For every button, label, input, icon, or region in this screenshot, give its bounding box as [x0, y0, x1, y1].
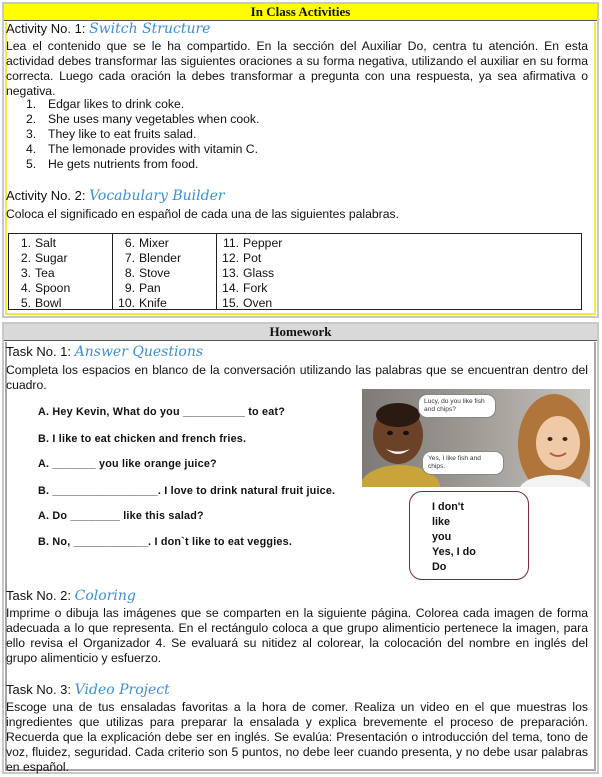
word-bank-item: I don't — [432, 501, 464, 513]
vocab-item: 15. Oven — [222, 296, 273, 310]
vocab-item: 12. Pot — [222, 251, 262, 265]
task3-title: Video Project — [74, 682, 170, 698]
dialogue-line: B. _________________. I love to drink natural fruit juice. — [38, 485, 336, 497]
activity2-label: Activity No. 2: — [6, 188, 90, 203]
vocabulary-column-1 — [9, 234, 113, 309]
vocab-item: 4. Spoon — [20, 281, 71, 295]
vocab-item: 13. Glass — [222, 266, 275, 280]
girl-speech-bubble: Lucy, do you like fish and chips? — [418, 394, 496, 418]
task2-label: Task No. 2: — [6, 588, 75, 603]
vocabulary-table — [8, 233, 582, 310]
activity1-sentence-list — [26, 97, 259, 172]
list-item: 2. She uses many vegetables when cook. — [26, 112, 260, 126]
task3-heading — [6, 682, 170, 698]
vocab-item: 11. Pepper — [222, 236, 283, 250]
word-bank-item: Do — [432, 561, 447, 573]
vocab-item: 6. Mixer — [124, 236, 169, 250]
activity1-instructions: Lea el contenido que se le ha compartido. En la sección del Auxiliar Do, centra tu atención. En esta actividad debes transformar las siguientes oraciones a su forma negativa, utilizando el auxiliar en su forma correcta. Luego cada oración la debes transformar a pregunta con una respuesta, ya sea afirmativa o negativa. — [6, 39, 588, 98]
activity1-title: Switch Structure — [89, 21, 211, 37]
word-bank-box — [409, 491, 529, 580]
list-item: 4. The lemonade provides with vitamin C. — [26, 142, 258, 156]
activity2-title: Vocabulary Builder — [89, 188, 225, 204]
list-item: 3. They like to eat fruits salad. — [26, 127, 197, 141]
boy-speech-bubble: Yes, I like fish and chips. — [422, 451, 504, 475]
task2-title: Coloring — [74, 588, 136, 604]
in-class-banner: In Class Activities — [4, 4, 597, 21]
task3-instructions: Escoge una de tus ensaladas favoritas a la hora de comer. Realiza un video en el que muestras los ingredientes que utilizas para preparar la ensalada y explica brevemente el proceso de preparación. Recuerda que la explicación debe ser en inglés. Se evalúa: Presentación o introducción del tema, tono de voz, fluidez, seguridad. Cada criterio son 5 puntos, no debe leer cuando presenta, y no debe usar palabras en español. — [6, 700, 588, 774]
task1-heading — [6, 344, 203, 360]
activity2-instructions: Coloca el significado en español de cada una de las siguientes palabras. — [6, 207, 399, 221]
list-item: 1. Edgar likes to drink coke. — [26, 97, 185, 111]
homework-banner: Homework — [4, 324, 597, 341]
list-item: 5. He gets nutrients from food. — [26, 157, 199, 171]
dialogue-line: A. Do ________ like this salad? — [38, 510, 204, 522]
vocab-item: 1. Salt — [20, 236, 57, 250]
word-bank-item: like — [432, 516, 451, 528]
dialogue-line: A. Hey Kevin, What do you __________ to eat? — [38, 406, 286, 418]
activity2-heading — [6, 188, 225, 204]
vocab-item: 2. Sugar — [20, 251, 68, 265]
vocabulary-column-2 — [113, 234, 217, 309]
task1-label: Task No. 1: — [6, 344, 75, 359]
task3-label: Task No. 3: — [6, 682, 75, 697]
vocab-item: 7. Blender — [124, 251, 182, 265]
word-bank-item: you — [432, 531, 452, 543]
activity1-label: Activity No. 1: — [6, 21, 90, 36]
vocab-item: 10. Knife — [118, 296, 167, 310]
dialogue-line: B. I like to eat chicken and french fries. — [38, 433, 247, 445]
vocab-item: 14. Fork — [222, 281, 268, 295]
vocab-item: 8. Stove — [124, 266, 171, 280]
dialogue-line: A. _______ you like orange juice? — [38, 458, 217, 470]
vocab-item: 9. Pan — [124, 281, 161, 295]
kids-photo — [362, 389, 590, 487]
vocab-item: 5. Bowl — [20, 296, 62, 310]
word-bank-item: Yes, I do — [432, 546, 476, 558]
task2-heading — [6, 588, 136, 604]
task2-instructions: Imprime o dibuja las imágenes que se comparten en la siguiente página. Colorea cada imagen de forma adecuada a lo que representa. En el rectángulo coloca a que grupo alimenticio pertenece la imagen, para ello revisa el Organizador 4. Se evaluará su nitidez al colorear, la colocación del nombre en inglés del grupo alimenticio y esfuerzo. — [6, 606, 588, 665]
dialogue-line: B. No, ____________. I don`t like to eat veggies. — [38, 536, 293, 548]
activity1-heading — [6, 21, 210, 37]
task1-title: Answer Questions — [74, 344, 204, 360]
vocabulary-column-3 — [217, 234, 581, 309]
vocab-item: 3. Tea — [20, 266, 55, 280]
task1-instructions: Completa los espacios en blanco de la conversación utilizando las palabras que se encuentran dentro del cuadro. — [6, 363, 588, 392]
